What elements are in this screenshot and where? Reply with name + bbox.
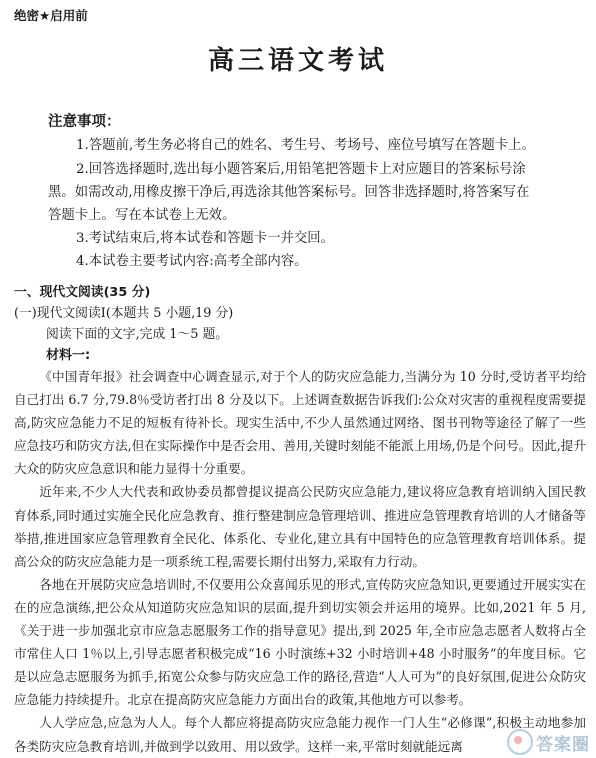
notice-line-4: 答题卡上。写在本试卷上无效。 bbox=[48, 208, 236, 223]
notice-line-6: 4.本试卷主要考试内容:高考全部内容。 bbox=[76, 254, 308, 269]
watermark-text: 答案圈 bbox=[536, 734, 590, 755]
notice-heading: 注意事项： bbox=[48, 114, 121, 130]
section-title: 一、现代文阅读(35 分) bbox=[14, 285, 151, 300]
watermark-logo-icon bbox=[507, 729, 533, 755]
article-paragraph-4: 人人学应急,应急为人人。每个人都应将提高防灾应急能力视作一门人生“必修课”,积极主动地参加各类防灾应急教育培训,并做到学以致用、用以致学。这样一来,平常时刻就能远离 bbox=[14, 715, 586, 754]
secret-label: 绝密★启用前 bbox=[14, 8, 88, 23]
page-title: 高三语文考试 bbox=[207, 46, 388, 76]
notice-line-5: 3.考试结束后,将本试卷和答题卡一并交回。 bbox=[76, 231, 335, 246]
notice-line-1: 1.答题前,考生务必将自己的姓名、考生号、考场号、座位号填写在答题卡上。 bbox=[76, 138, 535, 153]
article-body bbox=[14, 365, 586, 758]
article-paragraph-1: 《中国青年报》社会调查中心调查显示,对于个人的防灾应急能力,当满分为 10 分时,受访者平均给自己打出 6.7 分,79.8％受访者打出 8 分及以下。上述调查数据告诉我们:公众对灾害的重视程度需要提高,防灾应急能力不足的短板有待补长。现实生活中,不少人虽然通过网络、图书刊物等途径了解了一些应急技巧和防灾方法,但在实际操作中是否会用、善用,关键时刻能不能派上用场,仍是个问号。因此,提升大众的防灾应急意识和能力显得十分重要。 bbox=[14, 369, 586, 477]
section-subtitle: (一)现代文阅读Ⅰ(本题共 5 小题,19 分) bbox=[14, 306, 234, 321]
material-label: 材料一: bbox=[46, 348, 91, 363]
article-paragraph-3: 各地在开展防灾应急培训时,不仅要用公众喜闻乐见的形式,宣传防灾应急知识,更要通过开展实实在在的应急演练,把公众从知道防灾应急知识的层面,提升到切实领会并运用的境界。比如,2021 年 5 月,《关于进一步加强北京市应急志愿服务工作的指导意见》提出,到 2025 年,全市应急志愿者人数将占全市常住人口 1％以上,引导志愿者积极完成“16 小时演练+32 小时培训+48 小时服务”的年度目标。它是以应急志愿服务为抓手,拓宽公众参与防灾应急工作的路径,营造“人人可为”的良好氛围,促进公众防灾应急能力持续提升。北京在提高防灾应急能力方面出台的政策,其他地方可以参考。 bbox=[14, 576, 586, 708]
notice-line-2: 2.回答选择题时,选出每小题答案后,用铅笔把答题卡上对应题目的答案标号涂 bbox=[76, 162, 526, 177]
watermark bbox=[507, 729, 590, 755]
notice-line-3: 黑。如需改动,用橡皮擦干净后,再选涂其他答案标号。回答非选择题时,将答案写在 bbox=[48, 185, 530, 200]
article-paragraph-2: 近年来,不少人大代表和政协委员都曾提议提高公民防灾应急能力,建议将应急教育培训纳入国民教育体系,同时通过实施全民化应急教育、推行整建制应急管理培训、推进应急管理教育培训的人才储备等举措,推进国家应急管理教育全民化、体系化、专业化,建立具有中国特色的应急管理教育培训体系。提高公众的防灾应急能力是一项系统工程,需要长期付出努力,采取有力行动。 bbox=[14, 484, 586, 569]
section-instruction: 阅读下面的文字,完成 1～5 题。 bbox=[46, 327, 229, 342]
